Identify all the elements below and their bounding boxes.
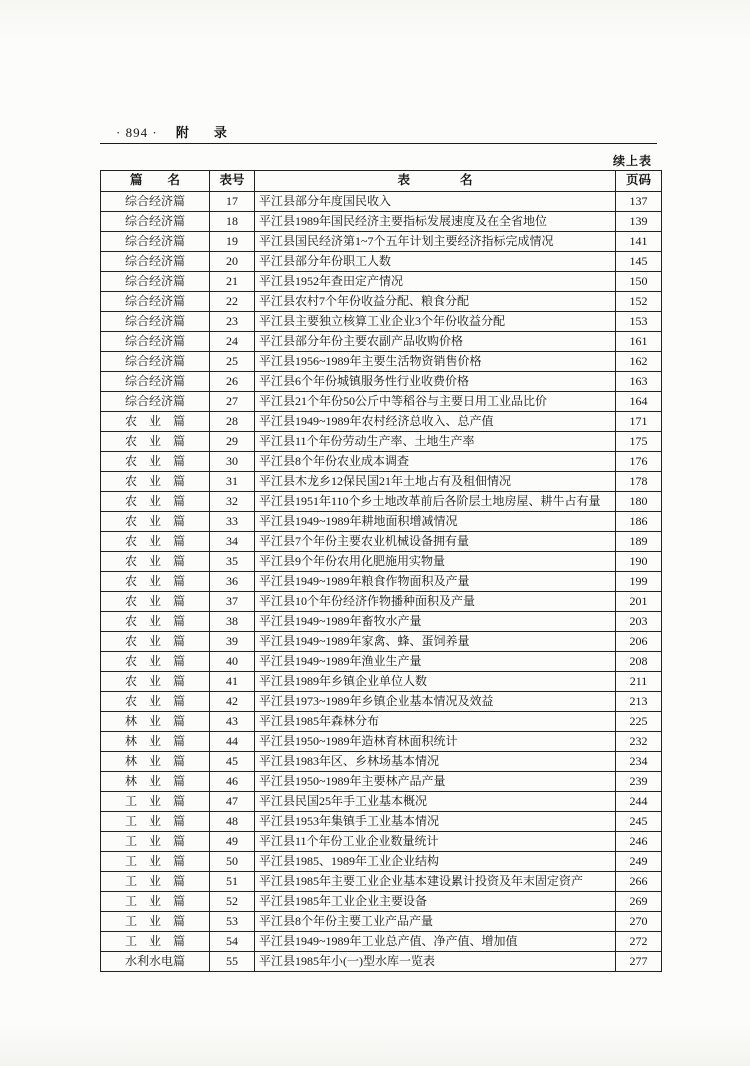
section-name-cell: 工 业 篇 [101, 872, 210, 892]
table-no-cell: 22 [210, 292, 255, 312]
page-no-cell: 176 [616, 452, 662, 472]
table-row [101, 712, 662, 732]
page-no-cell: 150 [616, 272, 662, 292]
table-no-cell: 23 [210, 312, 255, 332]
table-row [101, 212, 662, 232]
table-title-cell: 平江县8个年份主要工业产品产量 [255, 912, 616, 932]
table-title-cell: 平江县国民经济第1~7个五年计划主要经济指标完成情况 [255, 232, 616, 252]
section-name-cell: 农 业 篇 [101, 412, 210, 432]
section-name-cell: 林 业 篇 [101, 732, 210, 752]
table-title-cell: 平江县1973~1989年乡镇企业基本情况及效益 [255, 692, 616, 712]
table-row [101, 872, 662, 892]
section-name-cell: 综合经济篇 [101, 372, 210, 392]
page-no-cell: 203 [616, 612, 662, 632]
table-no-cell: 26 [210, 372, 255, 392]
table-row [101, 492, 662, 512]
table-title-cell: 平江县11个年份劳动生产率、土地生产率 [255, 432, 616, 452]
table-row [101, 372, 662, 392]
section-name-cell: 工 业 篇 [101, 932, 210, 952]
section-name-cell: 林 业 篇 [101, 772, 210, 792]
table-no-cell: 38 [210, 612, 255, 632]
toc-table [100, 170, 662, 972]
table-row [101, 552, 662, 572]
table-title-cell: 平江县1953年集镇手工业基本情况 [255, 812, 616, 832]
page-no-cell: 180 [616, 492, 662, 512]
table-row [101, 912, 662, 932]
table-row [101, 312, 662, 332]
section-name-cell: 农 业 篇 [101, 672, 210, 692]
table-title-cell: 平江县1985年工业企业主要设备 [255, 892, 616, 912]
table-title-cell: 平江县1985年森林分布 [255, 712, 616, 732]
table-title-cell: 平江县木龙乡12保民国21年土地占有及租佃情况 [255, 472, 616, 492]
table-no-cell: 41 [210, 672, 255, 692]
section-name-cell: 农 业 篇 [101, 572, 210, 592]
table-title-cell: 平江县部分年份职工人数 [255, 252, 616, 272]
table-title-cell: 平江县1985、1989年工业企业结构 [255, 852, 616, 872]
table-title-cell: 平江县1949~1989年畜牧水产量 [255, 612, 616, 632]
page-no-cell: 186 [616, 512, 662, 532]
section-name-cell: 综合经济篇 [101, 212, 210, 232]
table-row [101, 472, 662, 492]
page-no-cell: 199 [616, 572, 662, 592]
page-no-cell: 266 [616, 872, 662, 892]
section-name-cell: 综合经济篇 [101, 352, 210, 372]
page-no-cell: 206 [616, 632, 662, 652]
section-name-cell: 工 业 篇 [101, 812, 210, 832]
table-row [101, 832, 662, 852]
table-row [101, 512, 662, 532]
table-title-cell: 平江县1951年110个乡土地改革前后各阶层土地房屋、耕牛占有量 [255, 492, 616, 512]
page-no-cell: 225 [616, 712, 662, 732]
header-rule [100, 143, 657, 144]
section-name-cell: 综合经济篇 [101, 232, 210, 252]
table-title-cell: 平江县1949~1989年渔业生产量 [255, 652, 616, 672]
page-no-cell: 162 [616, 352, 662, 372]
table-no-cell: 27 [210, 392, 255, 412]
page-number: · 894 · [116, 125, 158, 140]
table-row [101, 592, 662, 612]
section-name-cell: 工 业 篇 [101, 912, 210, 932]
table-no-cell: 51 [210, 872, 255, 892]
table-row [101, 412, 662, 432]
table-row [101, 232, 662, 252]
table-no-cell: 53 [210, 912, 255, 932]
table-no-cell: 25 [210, 352, 255, 372]
section-name-cell: 综合经济篇 [101, 332, 210, 352]
page-no-cell: 272 [616, 932, 662, 952]
page-no-cell: 137 [616, 192, 662, 212]
table-row [101, 612, 662, 632]
table-no-cell: 47 [210, 792, 255, 812]
section-name-cell: 农 业 篇 [101, 552, 210, 572]
table-no-cell: 52 [210, 892, 255, 912]
table-title-cell: 平江县9个年份农用化肥施用实物量 [255, 552, 616, 572]
table-title-cell: 平江县主要独立核算工业企业3个年份收益分配 [255, 312, 616, 332]
table-row [101, 812, 662, 832]
table-title-cell: 平江县1956~1989年主要生活物资销售价格 [255, 352, 616, 372]
table-row [101, 852, 662, 872]
table-no-cell: 28 [210, 412, 255, 432]
page-no-cell: 152 [616, 292, 662, 312]
table-no-cell: 54 [210, 932, 255, 952]
section-name-cell: 工 业 篇 [101, 792, 210, 812]
table-no-cell: 49 [210, 832, 255, 852]
section-name-cell: 综合经济篇 [101, 252, 210, 272]
table-title-cell: 平江县1985年主要工业企业基本建设累计投资及年末固定资产 [255, 872, 616, 892]
table-row [101, 692, 662, 712]
table-row [101, 932, 662, 952]
table-row [101, 252, 662, 272]
section-name-cell: 农 业 篇 [101, 532, 210, 552]
table-no-cell: 20 [210, 252, 255, 272]
toc-table-head [101, 171, 662, 192]
table-title-cell: 平江县1985年小(一)型水库一览表 [255, 952, 616, 972]
table-no-cell: 17 [210, 192, 255, 212]
section-title: 附 录 [175, 125, 233, 140]
page-no-cell: 153 [616, 312, 662, 332]
page-no-cell: 269 [616, 892, 662, 912]
header-table-name: 表 名 [255, 171, 616, 192]
table-row [101, 752, 662, 772]
section-name-cell: 农 业 篇 [101, 632, 210, 652]
page-no-cell: 190 [616, 552, 662, 572]
table-row [101, 352, 662, 372]
table-row [101, 672, 662, 692]
table-title-cell: 平江县1989年乡镇企业单位人数 [255, 672, 616, 692]
table-no-cell: 37 [210, 592, 255, 612]
table-no-cell: 45 [210, 752, 255, 772]
table-row [101, 632, 662, 652]
table-no-cell: 18 [210, 212, 255, 232]
header-table-no: 表号 [210, 171, 255, 192]
table-title-cell: 平江县1952年查田定产情况 [255, 272, 616, 292]
table-row [101, 392, 662, 412]
page-no-cell: 249 [616, 852, 662, 872]
table-no-cell: 35 [210, 552, 255, 572]
page-no-cell: 270 [616, 912, 662, 932]
section-name-cell: 水利水电篇 [101, 952, 210, 972]
table-row [101, 772, 662, 792]
table-no-cell: 40 [210, 652, 255, 672]
section-name-cell: 农 业 篇 [101, 472, 210, 492]
section-name-cell: 综合经济篇 [101, 312, 210, 332]
table-row [101, 532, 662, 552]
page-no-cell: 189 [616, 532, 662, 552]
page-no-cell: 213 [616, 692, 662, 712]
page-no-cell: 163 [616, 372, 662, 392]
table-title-cell: 平江县1983年区、乡林场基本情况 [255, 752, 616, 772]
page-no-cell: 232 [616, 732, 662, 752]
page-no-cell: 161 [616, 332, 662, 352]
table-row [101, 652, 662, 672]
table-no-cell: 55 [210, 952, 255, 972]
page-no-cell: 171 [616, 412, 662, 432]
section-name-cell: 农 业 篇 [101, 692, 210, 712]
table-title-cell: 平江县11个年份工业企业数量统计 [255, 832, 616, 852]
section-name-cell: 农 业 篇 [101, 592, 210, 612]
table-no-cell: 19 [210, 232, 255, 252]
continuation-label: 续上表 [612, 154, 652, 168]
table-title-cell: 平江县10个年份经济作物播种面积及产量 [255, 592, 616, 612]
table-no-cell: 21 [210, 272, 255, 292]
table-no-cell: 44 [210, 732, 255, 752]
toc-table-body [101, 192, 662, 972]
section-name-cell: 林 业 篇 [101, 712, 210, 732]
page-no-cell: 164 [616, 392, 662, 412]
table-title-cell: 平江县1950~1989年主要林产品产量 [255, 772, 616, 792]
table-row [101, 272, 662, 292]
table-no-cell: 36 [210, 572, 255, 592]
page-no-cell: 208 [616, 652, 662, 672]
page-no-cell: 211 [616, 672, 662, 692]
table-no-cell: 33 [210, 512, 255, 532]
section-name-cell: 综合经济篇 [101, 392, 210, 412]
table-title-cell: 平江县8个年份农业成本调查 [255, 452, 616, 472]
header-row [101, 171, 662, 192]
header-section-name: 篇 名 [101, 171, 210, 192]
table-no-cell: 29 [210, 432, 255, 452]
table-no-cell: 31 [210, 472, 255, 492]
section-name-cell: 农 业 篇 [101, 452, 210, 472]
page-no-cell: 201 [616, 592, 662, 612]
table-title-cell: 平江县部分年度国民收入 [255, 192, 616, 212]
table-title-cell: 平江县1949~1989年家禽、蜂、蛋饲养量 [255, 632, 616, 652]
table-row [101, 332, 662, 352]
table-title-cell: 平江县民国25年手工业基本概况 [255, 792, 616, 812]
table-row [101, 732, 662, 752]
table-no-cell: 34 [210, 532, 255, 552]
page-no-cell: 175 [616, 432, 662, 452]
section-name-cell: 农 业 篇 [101, 512, 210, 532]
section-name-cell: 工 业 篇 [101, 832, 210, 852]
page-no-cell: 244 [616, 792, 662, 812]
table-title-cell: 平江县部分年份主要农副产品收购价格 [255, 332, 616, 352]
section-name-cell: 综合经济篇 [101, 192, 210, 212]
table-row [101, 192, 662, 212]
table-no-cell: 39 [210, 632, 255, 652]
section-name-cell: 工 业 篇 [101, 892, 210, 912]
table-row [101, 292, 662, 312]
section-name-cell: 工 业 篇 [101, 852, 210, 872]
table-row [101, 892, 662, 912]
table-no-cell: 30 [210, 452, 255, 472]
page-no-cell: 234 [616, 752, 662, 772]
table-row [101, 432, 662, 452]
table-no-cell: 42 [210, 692, 255, 712]
page-no-cell: 245 [616, 812, 662, 832]
table-title-cell: 平江县6个年份城镇服务性行业收费价格 [255, 372, 616, 392]
page-no-cell: 277 [616, 952, 662, 972]
section-name-cell: 农 业 篇 [101, 492, 210, 512]
section-name-cell: 农 业 篇 [101, 652, 210, 672]
table-title-cell: 平江县21个年份50公斤中等稻谷与主要日用工业品比价 [255, 392, 616, 412]
table-no-cell: 43 [210, 712, 255, 732]
page-no-cell: 145 [616, 252, 662, 272]
table-row [101, 572, 662, 592]
page-no-cell: 178 [616, 472, 662, 492]
table-no-cell: 24 [210, 332, 255, 352]
table-title-cell: 平江县1949~1989年农村经济总收入、总产值 [255, 412, 616, 432]
section-name-cell: 林 业 篇 [101, 752, 210, 772]
table-title-cell: 平江县1949~1989年粮食作物面积及产量 [255, 572, 616, 592]
table-title-cell: 平江县农村7个年份收益分配、粮食分配 [255, 292, 616, 312]
section-name-cell: 综合经济篇 [101, 292, 210, 312]
table-no-cell: 46 [210, 772, 255, 792]
table-title-cell: 平江县1949~1989年工业总产值、净产值、增加值 [255, 932, 616, 952]
table-title-cell: 平江县7个年份主要农业机械设备拥有量 [255, 532, 616, 552]
section-name-cell: 综合经济篇 [101, 272, 210, 292]
table-title-cell: 平江县1950~1989年造林育林面积统计 [255, 732, 616, 752]
page-no-cell: 139 [616, 212, 662, 232]
table-no-cell: 48 [210, 812, 255, 832]
page-no-cell: 239 [616, 772, 662, 792]
table-row [101, 452, 662, 472]
table-title-cell: 平江县1949~1989年耕地面积增减情况 [255, 512, 616, 532]
running-head [116, 122, 233, 141]
toc-table-container [100, 170, 662, 972]
header-page-no: 页码 [616, 171, 662, 192]
section-name-cell: 农 业 篇 [101, 612, 210, 632]
table-title-cell: 平江县1989年国民经济主要指标发展速度及在全省地位 [255, 212, 616, 232]
table-row [101, 792, 662, 812]
section-name-cell: 农 业 篇 [101, 432, 210, 452]
page-no-cell: 246 [616, 832, 662, 852]
table-no-cell: 32 [210, 492, 255, 512]
table-no-cell: 50 [210, 852, 255, 872]
table-row [101, 952, 662, 972]
page-no-cell: 141 [616, 232, 662, 252]
